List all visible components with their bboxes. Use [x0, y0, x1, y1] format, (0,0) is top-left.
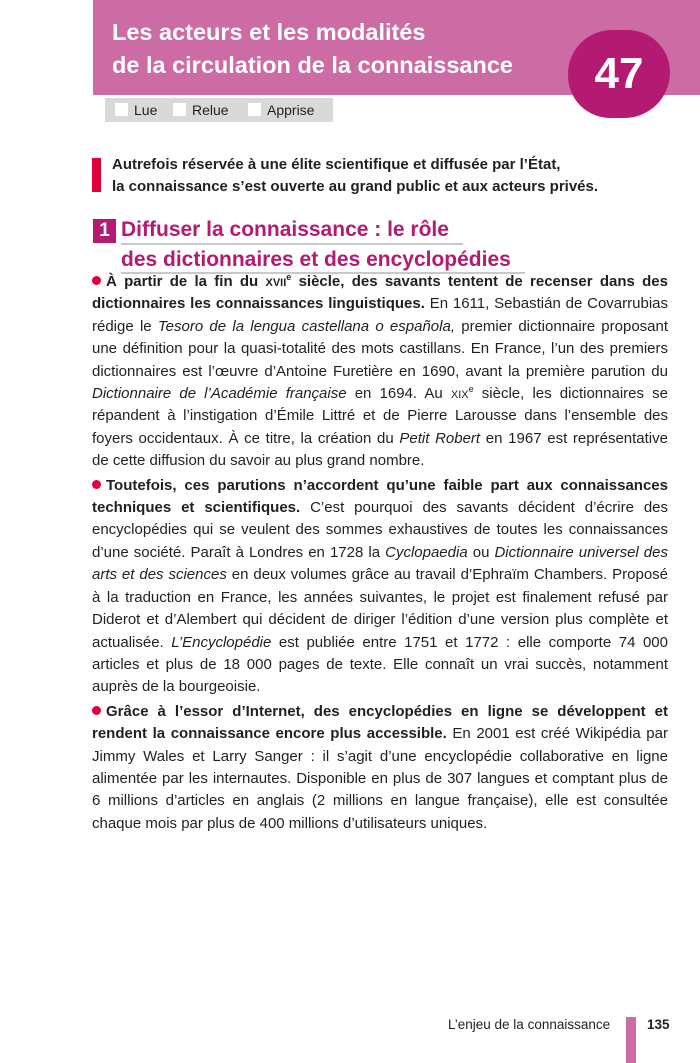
page-number: 135: [647, 1017, 670, 1032]
bullet-icon: [92, 480, 101, 489]
paragraph-lead: À partir de la fin du xvii$^e$ siècle, des savants tentent de recenser dans des dictionnaires les connaissances linguistiques.: [92, 272, 668, 313]
checkbox-icon[interactable]: [115, 103, 128, 116]
section-body: [92, 271, 668, 835]
page-title-line-2: de la circulation de la connaissance: [112, 52, 513, 78]
checklist-item-lue[interactable]: [115, 102, 157, 118]
sheet-number: 47: [594, 49, 644, 98]
checklist-item-relue[interactable]: [173, 102, 229, 118]
checklist-label: Apprise: [267, 102, 315, 118]
progress-checklist: [105, 98, 333, 122]
section-title: [121, 215, 681, 275]
paragraph-lead: Toutefois, ces parutions n’accordent qu’une faible part aux connaissances techniques et scientifiques.: [92, 476, 668, 517]
sheet-number-badge: [568, 30, 670, 118]
page-margin: [0, 0, 90, 95]
section-title-underline: [121, 243, 463, 245]
footer-marker: [626, 1017, 636, 1063]
checklist-label: Lue: [134, 102, 158, 118]
intro-line-1: Autrefois réservée à une élite scientifique et diffusée par l’État,: [112, 156, 561, 173]
paragraph-1: À partir de la fin du xvii$^e$ siècle, des savants tentent de recenser dans des dictionnaires les connaissances linguistiques. En 1611, Sebastián de Covarrubias rédige le Tesoro de la lengua castellana o española, premier dictionnaire proposant une définition pour la quasi-totalité des mots castillans. En France, l’un des premiers dictionnaires est l’œuvre d’Antoine Furetière en 1690, avant la première parution du Dictionnaire de l’Académie française en 1694. Au xix$^e$ siècle, les dictionnaires se répandent à l’instigation d’Émile Littré et de Pierre Larousse dans l’ensemble des foyers occidentaux. À ce titre, la création du Petit Robert en 1967 est représentative de cette diffusion du savoir au plus grand nombre.: [92, 272, 669, 470]
paragraph-3: Grâce à l’essor d’Internet, des encyclopédies en ligne se développent et rendent la connaissance encore plus accessible. En 2001 est créé Wikipédia par Jimmy Wales et Larry Sanger : il s’agit d’une encyclopédie collaborative en ligne alimentée par les internautes. Disponible en plus de 307 langues et comptant plus de 6 millions d’articles en anglais (2 millions en langue française), elle est consultée chaque mois par plus de 400 millions d’utilisateurs uniques.: [92, 702, 668, 832]
footer-chapter: L’enjeu de la connaissance: [448, 1017, 611, 1032]
checkbox-icon[interactable]: [248, 103, 261, 116]
bullet-icon: [92, 706, 101, 715]
intro-line-2: la connaissance s’est ouverte au grand public et aux acteurs privés.: [112, 178, 599, 195]
checkbox-icon[interactable]: [173, 103, 186, 116]
intro-marker: [92, 158, 101, 192]
checklist-label: Relue: [192, 102, 229, 118]
section-title-line-2: des dictionnaires et des encyclopédies: [121, 248, 511, 271]
intro-text: [112, 154, 672, 198]
paragraph-2: Toutefois, ces parutions n’accordent qu’une faible part aux connaissances techniques et scientifiques. C’est pourquoi des savants décident d’écrire des encyclopédies qui se veulent des sommes exhaustives de toutes les connaissances d’une société. Paraît à Londres en 1728 la Cyclopaedia ou Dictionnaire universel des arts et des sciences en deux volumes grâce au travail d’Ephraïm Chambers. Proposé à la traduction en France, les années suivantes, le projet est finalement refusé par Diderot et d’Alembert qui décident de diriger l’édition d’une version plus complète et actualisée. L’Encyclopédie est publiée entre 1751 et 1772 : elle comporte 74 000 articles et plus de 18 000 pages de texte. Elle connaît un vrai succès, notamment auprès de la bourgeoisie.: [92, 476, 669, 696]
section-number: 1: [93, 219, 116, 243]
section-title-line-1: Diffuser la connaissance : le rôle: [121, 218, 449, 241]
bullet-icon: [92, 276, 101, 285]
paragraph-lead: Grâce à l’essor d’Internet, des encyclopédies en ligne se développent et rendent la connaissance encore plus accessible.: [92, 702, 668, 743]
page-title-line-1: Les acteurs et les modalités: [112, 19, 426, 45]
page-title: [112, 16, 582, 82]
checklist-item-apprise[interactable]: [248, 102, 314, 118]
